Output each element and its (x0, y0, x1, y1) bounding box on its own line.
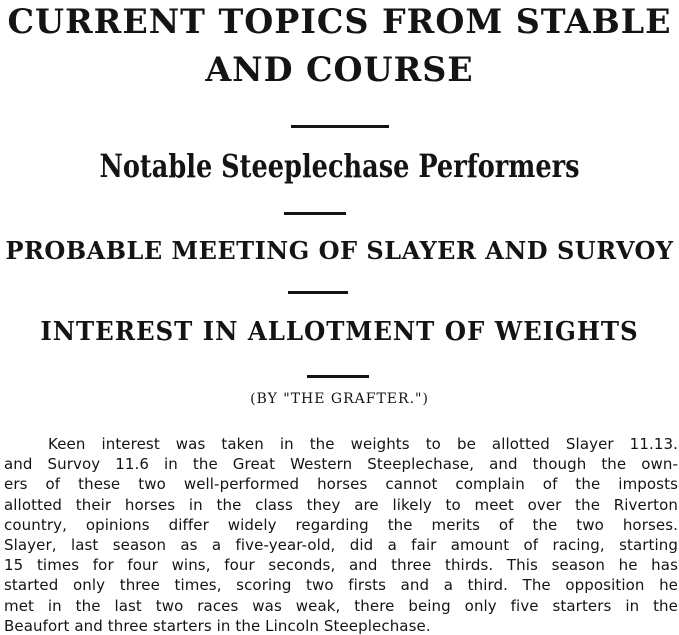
body-line: country, opinions differ widely regarding the merits of the two horses. (4, 515, 678, 534)
headline-line-2: AND COURSE (205, 50, 474, 90)
subdeck-heading: PROBABLE MEETING OF SLAYER AND SURVOY (5, 236, 674, 265)
divider-rule (307, 375, 369, 378)
body-line: Keen interest was taken in the weights to be allotted Slayer 11.13. (48, 435, 678, 453)
body-line: ers of these two well-performed horses cannot complain of the imposts (4, 475, 678, 494)
headline-line-1: CURRENT TOPICS FROM STABLE (7, 2, 672, 42)
body-line: allotted their horses in the class they are likely to meet over the Riverton (4, 495, 678, 514)
divider-rule (291, 125, 389, 128)
body-line: 15 times for four wins, four seconds, and three thirds. This season he has (4, 556, 678, 575)
body-line: Beaufort and three starters in the Lincoln Steeplechase. (4, 616, 431, 635)
body-line: met in the last two races was weak, there being only five starters in the (4, 596, 678, 615)
article-body (4, 434, 678, 635)
deck-heading: Notable Steeplechase Performers (99, 147, 580, 185)
subdeck-heading-2: INTEREST IN ALLOTMENT OF WEIGHTS (40, 317, 639, 347)
byline: (BY "THE GRAFTER.") (250, 391, 429, 407)
body-line: and Survoy 11.6 in the Great Western Steeplechase, and though the own- (4, 455, 678, 474)
body-line: Slayer, last season as a five-year-old, did a fair amount of racing, starting (4, 535, 678, 554)
divider-rule (284, 212, 346, 215)
divider-rule (288, 291, 348, 294)
body-line: started only three times, scoring two firsts and a third. The opposition he (4, 576, 678, 595)
